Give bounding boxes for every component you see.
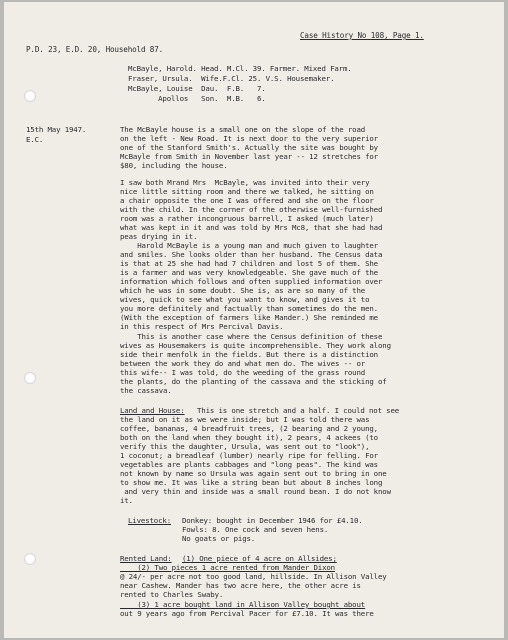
body-line: The McBayle house is a small one on the slope of the road <box>120 125 366 134</box>
livestock-heading: Livestock: <box>128 516 171 525</box>
body-line: room was a rather incongruous barrell, I asked (much later) <box>120 214 374 223</box>
body-line: nice little sitting room and there we talked, he sitting on <box>120 187 374 196</box>
body-line: in this respect of Mrs Percival Davis. <box>120 322 284 331</box>
livestock-line: Fowls: 8. One cock and seven hens. <box>182 525 329 534</box>
land-line: not known by name so Ursula was again sent out to bring in one <box>120 469 387 478</box>
household-row: McBayle, Harold. Head. M.Cl. 39. Farmer. Mixed Farm. <box>128 64 352 73</box>
body-line: you more definitely and factually than sometimes do the men. <box>120 304 378 313</box>
land-line: to show me. It was like a string bean but about 8 inches long <box>120 478 383 487</box>
entry-date: 15th May 1947. <box>26 125 87 134</box>
body-line: the cassava. <box>120 386 172 395</box>
land-line: both on the land when they bought it), 2 pears, 4 ackees (to <box>120 433 378 442</box>
land-heading: Land and House: <box>120 406 185 415</box>
land-line: verify this the daughter, Ursula, was sent out to "look"), <box>120 442 370 451</box>
land-line: the land on it as we were inside; but I was told there was <box>120 415 370 424</box>
rented-line: @ 24/- per acre not too good land, hillside. In Allison Valley <box>120 572 387 581</box>
rented-line: out 9 years ago from Percival Pacer for £7.10. It was there <box>120 609 374 618</box>
rented-heading: Rented Land: <box>120 554 172 563</box>
body-line: side their menfolk in the fields. But there is a distinction <box>120 350 378 359</box>
body-line: with the child. In the corner of the otherwise well-furnished <box>120 205 383 214</box>
body-line: what was kept in it and was told by Mrs Mc8, that she had had <box>120 223 383 232</box>
body-line: this wife-- I was told, do the weeding of the grass round <box>120 368 366 377</box>
entry-initials: E.C. <box>26 135 44 144</box>
punch-hole-middle <box>24 372 36 384</box>
body-line: Harold McBayle is a young man and much given to laughter <box>120 241 378 250</box>
rented-line: near Cashew. Mander has two acre here, the other acre is <box>120 581 361 590</box>
body-line: This is another case where the Census definition of these <box>120 332 383 341</box>
household-row: Apollos Son. M.B. 6. <box>128 94 266 103</box>
body-line: and smiles. She looks older than her husband. The Census data <box>120 250 383 259</box>
body-line: is that at 25 she had had 7 children and lost 5 of them. She <box>120 259 378 268</box>
rented-line: (2) Two pieces 1 acre rented from Mander Dixon <box>120 563 335 572</box>
household-row: Fraser, Ursula. Wife.F.Cl. 25. V.S. Housemaker. <box>128 74 335 83</box>
body-line: peas drying in it. <box>120 232 198 241</box>
body-line: $80, including the house. <box>120 161 228 170</box>
body-line: wives, quick to see what you want to know, and gives it to <box>120 295 370 304</box>
livestock-line: Donkey: bought in December 1946 for £4.10. <box>182 516 363 525</box>
body-line: which he was in some doubt. She is, as are so many of the <box>120 286 366 295</box>
body-line: I saw both Mrand Mrs McBayle, was invited into their very <box>120 178 370 187</box>
land-line: vegetables are plants cabbages and "long peas". The kind was <box>120 460 378 469</box>
rented-line: (1) One piece of 4 acre on Allsides; <box>182 554 337 563</box>
household-row: McBayle, Louise Dau. F.B. 7. <box>128 84 266 93</box>
body-line: information which follows and often supplied information over <box>120 277 383 286</box>
household-ref: P.D. 23, E.D. 20, Household 87. <box>26 45 164 54</box>
land-line: coffee, bananas, 4 breadfruit trees, (2 bearing and 2 young, <box>120 424 378 433</box>
body-line: a chair opposite the one I was offered and she on the floor <box>120 196 374 205</box>
land-line: it. <box>120 496 133 505</box>
body-line: between the work they do and what men do. The wives -- or <box>120 359 366 368</box>
rented-line: rented to Charles Swaby. <box>120 590 224 599</box>
land-line: 1 coconut; a breadleaf (lumber) nearly ripe for felling. For <box>120 451 378 460</box>
livestock-line: No goats or pigs. <box>182 534 256 543</box>
body-line: the plants, do the planting of the cassava and the sticking of <box>120 377 387 386</box>
body-line: one of the Stanford Smith's. Actually the site was bought by <box>120 143 378 152</box>
land-line: and very thin and inside was a small round bean. I do not know <box>120 487 391 496</box>
land-line: This is one stretch and a half. I could not see <box>197 406 400 415</box>
rented-line: (3) 1 acre bought land in Allison Valley bought about <box>120 600 366 609</box>
punch-hole-top <box>24 90 36 102</box>
body-line: McBayle from Smith in November last year -- 12 stretches for <box>120 152 378 161</box>
body-line: is a farmer and was very knowledgeable. She gave much of the <box>120 268 378 277</box>
document-page <box>4 2 504 638</box>
punch-hole-bottom <box>24 553 36 565</box>
body-line: (With the exception of farmers like Mander.) She reminded me <box>120 313 378 322</box>
case-history-ref: Case History No 108, Page 1. <box>300 31 424 40</box>
body-line: wives as Housemakers is quite incomprehensible. They work along <box>120 341 391 350</box>
body-line: on the left - New Road. It is next door to the very superior <box>120 134 378 143</box>
